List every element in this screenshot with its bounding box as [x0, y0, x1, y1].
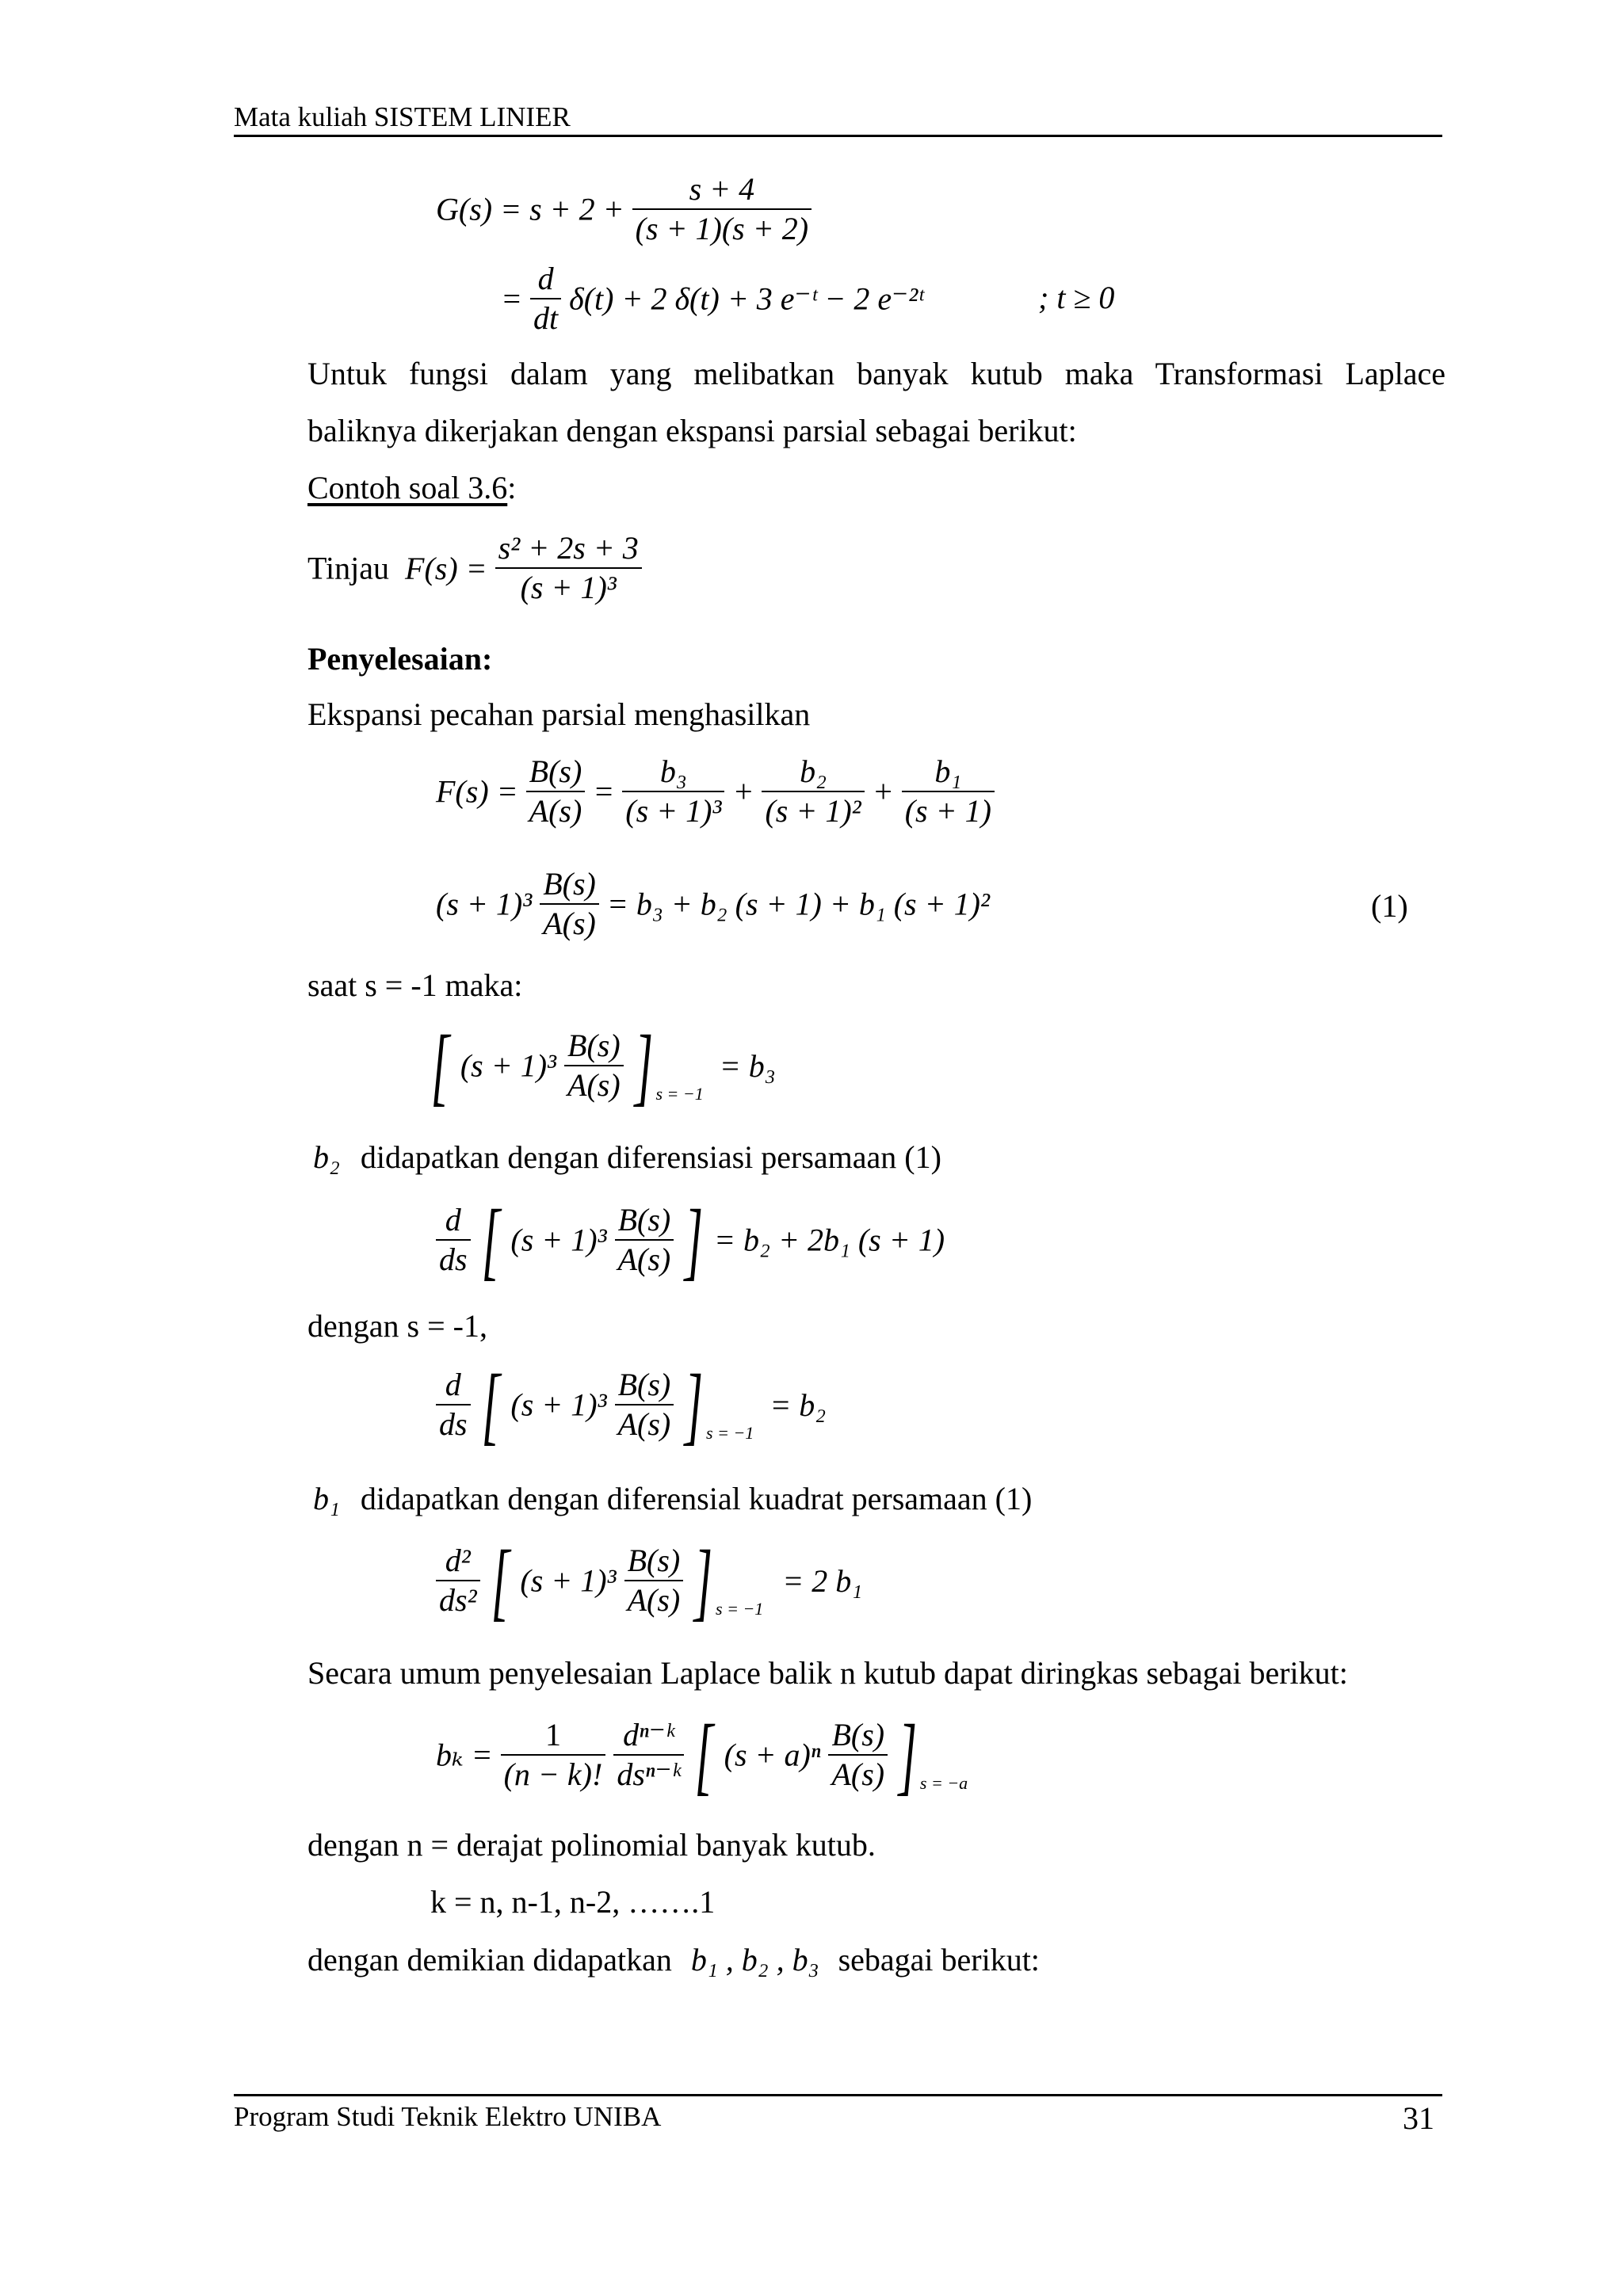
- b3-term: [622, 753, 724, 830]
- tinjau-fraction: [495, 529, 642, 607]
- tinjau-num: s² + 2s + 3: [495, 529, 642, 569]
- deriv-rhs: = b₂ + 2b₁ (s + 1): [714, 1222, 945, 1258]
- k-definition: k = n, n-1, n-2, …….1: [430, 1884, 716, 1920]
- ba-fraction: [526, 753, 586, 830]
- paragraph-line2: baliknya dikerjakan dengan ekspansi parsial sebagai berikut:: [307, 413, 1077, 448]
- bk-lhs: bₖ =: [436, 1737, 493, 1773]
- b3-eval-b: B(s): [564, 1027, 624, 1066]
- example-title: [307, 469, 516, 506]
- b1-evaluation: $\frac{\text{d²}}{\text{ds²}}$ [ (s + 1)³ $\frac{B(s)}{A(s)}$ ] $_{s = -1}$ = 2 b₁: [436, 1537, 862, 1624]
- b2-eval-ds: ds: [439, 1406, 468, 1442]
- deriv-b: B(s): [615, 1201, 674, 1241]
- b3-eval-fraction: [564, 1027, 624, 1104]
- g-lhs: G(s) = s + 2 +: [436, 191, 624, 227]
- b2-eval-d: d: [436, 1366, 471, 1405]
- footer-rule: [234, 2094, 1442, 2096]
- footer-text: Program Studi Teknik Elektro UNIBA: [234, 2101, 662, 2132]
- example-title-text: Contoh soal 3.6: [307, 470, 508, 505]
- b3-den: (s + 1)³: [625, 793, 722, 829]
- b-of-s: B(s): [526, 753, 586, 792]
- expansion-intro: Ekspansi pecahan parsial menghasilkan: [307, 696, 811, 732]
- b1-text: didapatkan dengan diferensial kuadrat persamaan (1): [360, 1481, 1033, 1516]
- b3-eval-sub: s = −1: [655, 1084, 704, 1104]
- deriv-a: A(s): [617, 1241, 671, 1277]
- b2-evaluation: $\frac{d}{ds}$ [ (s + 1)³ $\frac{B(s)}{A(s)}$ ] $_{s = -1}$ = b₂: [436, 1361, 826, 1448]
- b3-eval-factor: (s + 1)³: [460, 1047, 557, 1084]
- example-title-colon: :: [507, 470, 517, 505]
- solution-heading: Penyelesaian:: [307, 641, 493, 677]
- page-header-title: Mata kuliah SISTEM LINIER: [234, 101, 571, 132]
- paragraph-line1: Untuk fungsi dalam yang melibatkan banyak kutub maka Transformasi Laplace: [307, 356, 1445, 391]
- eq1-a-of-s: A(s): [543, 906, 596, 941]
- expansion-equation: F(s) = $\frac{B(s)}{A(s)}$ = $\frac{\text{b₃}}{\text{(s + 1)³}}$ + $\frac{\text{b₂}}{\text{(s + 1)²}}$ + $\frac{\text{b₁}}{(s + 1)}$: [436, 753, 995, 830]
- g-fraction-num: s + 4: [632, 170, 812, 210]
- g-line2-terms: δ(t) + 2 δ(t) + 3 e⁻ᵗ − 2 e⁻²ᵗ: [569, 280, 923, 317]
- deriv-d: d: [436, 1201, 471, 1241]
- eq1-rhs: = b₃ + b₂ (s + 1) + b₁ (s + 1)²: [606, 886, 990, 922]
- deriv-factor: (s + 1)³: [510, 1222, 607, 1258]
- bk-sub: s = −a: [919, 1773, 968, 1794]
- equation-1-label: (1): [1371, 888, 1408, 924]
- b3-eval-rhs: = b₃: [719, 1047, 776, 1084]
- b2-eval-rhs: = b₂: [769, 1386, 827, 1423]
- tinjau-den: (s + 1)³: [520, 570, 617, 605]
- b1-eval-fraction: [624, 1542, 684, 1619]
- b2-term: [762, 753, 864, 830]
- b2-d-ds-fraction: [436, 1366, 471, 1444]
- bk-a: A(s): [831, 1756, 885, 1792]
- bk-fact: (n − k)!: [503, 1756, 603, 1792]
- bk-dsn: dsⁿ⁻ᵏ: [617, 1756, 681, 1792]
- b1-line: [313, 1480, 1032, 1517]
- bk-factorial-fraction: [501, 1716, 606, 1794]
- header-rule: [234, 135, 1442, 137]
- bk-dn: dⁿ⁻ᵏ: [613, 1716, 684, 1756]
- bk-formula: bₖ = $\frac{1}{(n - k)!}$ $\frac{\text{dⁿ⁻ᵏ}}{\text{dsⁿ⁻ᵏ}}$ [ (s + a)ⁿ $\frac{B(s)}{A(s)}$ ] $_{s = -a}$: [436, 1707, 968, 1803]
- d-num: d: [530, 260, 561, 299]
- page-number: 31: [1403, 2100, 1434, 2136]
- expansion-lhs: F(s) =: [436, 773, 518, 810]
- eq1-b-of-s: B(s): [540, 865, 599, 905]
- a-of-s: A(s): [529, 793, 582, 829]
- final-b-list: b₁ , b₂ , b₃: [690, 1942, 819, 1978]
- n-definition: dengan n = derajat polinomial banyak kutub.: [307, 1827, 876, 1863]
- b2-eval-fraction: [615, 1366, 674, 1444]
- deriv-fraction: [615, 1201, 674, 1279]
- b3-num: b₃: [622, 753, 724, 792]
- tinjau-lhs: F(s) =: [405, 550, 487, 586]
- bk-inner: (s + a)ⁿ: [724, 1737, 821, 1773]
- b2-eval-a: A(s): [617, 1406, 671, 1442]
- b3-eval-a: A(s): [567, 1067, 621, 1103]
- b2-num: b₂: [762, 753, 864, 792]
- saat-text: saat s = -1 maka:: [307, 967, 523, 1003]
- g-fraction: [632, 170, 812, 248]
- b2-den: (s + 1)²: [765, 793, 861, 829]
- b1-eval-b: B(s): [624, 1542, 684, 1581]
- b3-evaluation: [ (s + 1)³ $\frac{B(s)}{A(s)}$ ] $_{s = -1}$ = b₃: [430, 1017, 776, 1114]
- g-line2-condition: ; t ≥ 0: [1038, 280, 1115, 315]
- b1-eval-d2: d²: [436, 1542, 480, 1581]
- final-post: sebagai berikut:: [838, 1942, 1040, 1978]
- bk-one: 1: [501, 1716, 606, 1756]
- final-line: [307, 1941, 1040, 1978]
- bk-b: B(s): [828, 1716, 888, 1756]
- derivative-equation: $\frac{d}{ds}$ [ (s + 1)³ $\frac{B(s)}{A(s)}$ ] = b₂ + 2b₁ (s + 1): [436, 1196, 945, 1283]
- b1-num: b₁: [902, 753, 995, 792]
- equation-1: [436, 865, 990, 943]
- g-equation-line1: [436, 170, 812, 248]
- general-text: Secara umum penyelesaian Laplace balik n kutub dapat diringkas sebagai berikut:: [307, 1655, 1348, 1691]
- dt-den: dt: [533, 300, 559, 336]
- b1-symbol: b₁: [313, 1481, 340, 1516]
- b1-den: (s + 1): [904, 793, 991, 829]
- d-ds-fraction: [436, 1201, 471, 1279]
- deriv-ds: ds: [439, 1241, 468, 1277]
- eq1-factor: (s + 1)³: [436, 886, 533, 922]
- d2-ds2-fraction: [436, 1542, 480, 1619]
- bk-ba-fraction: [828, 1716, 888, 1794]
- b2-line: [313, 1138, 941, 1176]
- b1-eval-a: A(s): [627, 1582, 681, 1618]
- eq1-fraction: [540, 865, 599, 943]
- g-equation-line2: = $\frac{d}{dt}$ δ(t) + 2 δ(t) + 3 e⁻ᵗ − 2 e⁻²ᵗ: [501, 261, 923, 336]
- final-pre: dengan demikian didapatkan: [307, 1942, 672, 1978]
- b1-eval-sub: s = −1: [716, 1599, 764, 1619]
- b1-term: [902, 753, 995, 830]
- tinjau-line: [307, 529, 642, 607]
- b1-eval-ds2: ds²: [439, 1582, 477, 1618]
- b2-text: didapatkan dengan diferensiasi persamaan (1): [360, 1139, 941, 1175]
- b1-eval-rhs: = 2 b₁: [782, 1562, 863, 1599]
- b1-eval-factor: (s + 1)³: [520, 1562, 617, 1599]
- b2-eval-b: B(s): [615, 1366, 674, 1405]
- b2-eval-sub: s = −1: [706, 1423, 754, 1444]
- b2-eval-factor: (s + 1)³: [510, 1386, 607, 1423]
- bk-deriv-fraction: [613, 1716, 684, 1794]
- g-fraction-den: (s + 1)(s + 2): [635, 211, 809, 246]
- tinjau-label: Tinjau: [307, 550, 390, 586]
- dengan-s-text: dengan s = -1,: [307, 1308, 487, 1344]
- d-dt-fraction: [530, 260, 561, 338]
- b2-symbol: b₂: [313, 1139, 340, 1175]
